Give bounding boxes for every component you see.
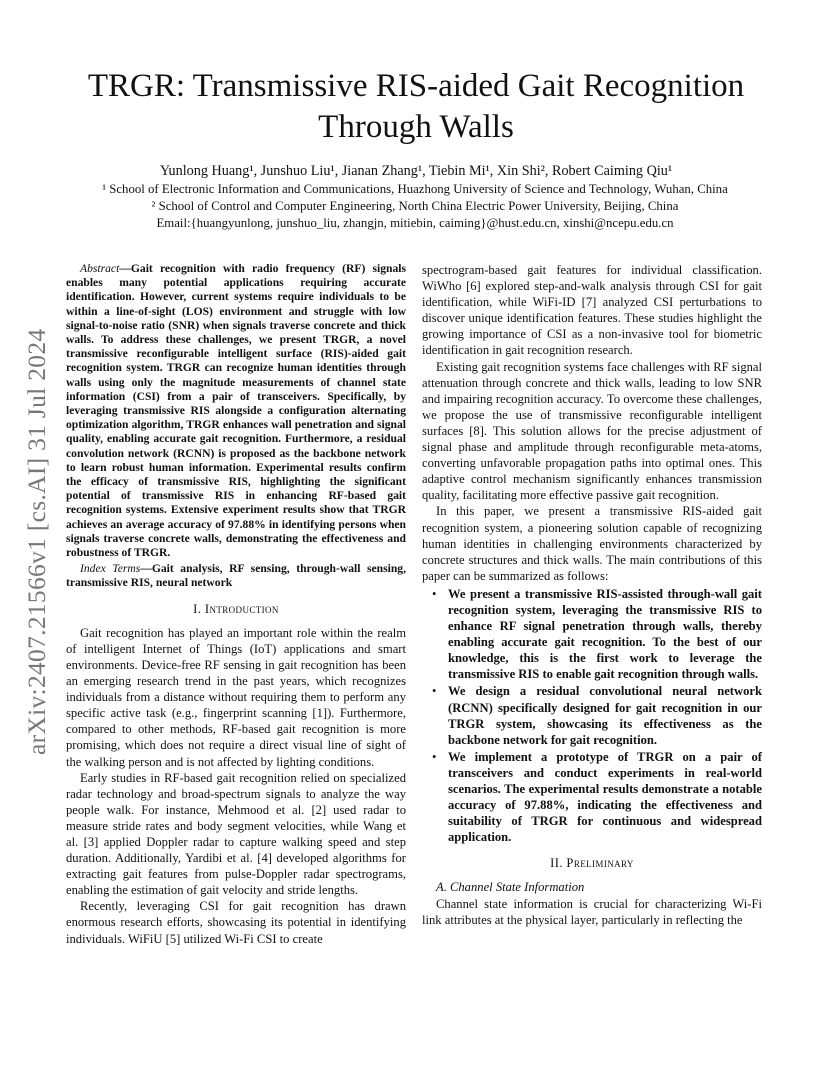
index-terms — [66, 562, 406, 590]
affiliation-1: ¹ School of Electronic Information and Communications, Huazhong University of Science and Technology, Wuhan, China — [102, 182, 728, 196]
abstract-label: Abstract — [80, 262, 120, 275]
intro-paragraph-2: Early studies in RF-based gait recognition relied on specialized radar technology and broad-spectrum signals to analyze the way people walk. For instance, Mehmood et al. [2] used radar to measure stride rates and body segment velocities, while Wang et al. [3] applied Doppler radar to capture walking speed and step duration. Additionally, Yardibi et al. [4] developed algorithms for extracting gait features from pulse-Doppler radar spectrograms, enabling the estimation of gait velocity and stride lengths. — [66, 770, 406, 898]
title-line-1: TRGR: Transmissive RIS-aided Gait Recognition — [87, 68, 745, 104]
paper-title — [66, 66, 766, 148]
right-column — [422, 262, 762, 928]
section-heading-preliminary: II. Preliminary — [550, 856, 634, 871]
section-heading-introduction: I. Introduction — [193, 601, 279, 616]
preliminary-paragraph-1: Channel state information is crucial for characterizing Wi-Fi link attributes at the physical layer, particularly in reflecting the — [422, 896, 762, 927]
email-line: Email:{huangyunlong, junshuo_liu, zhangjn, mitiebin, caiming}@hust.edu.cn, xinshi@ncepu.edu.cn — [156, 216, 674, 230]
author-list: Yunlong Huang¹, Junshuo Liu¹, Jianan Zhang¹, Tiebin Mi¹, Xin Shi², Robert Caiming Qiu¹ — [159, 163, 673, 179]
intro-paragraph-3: Recently, leveraging CSI for gait recognition has drawn enormous research efforts, showcasing its potential in identifying individuals. WiFiU [5] utilized Wi-Fi CSI to create — [66, 899, 406, 946]
contribution-item: • We design a residual convolutional neural network (RCNN) specifically designed for gait recognition in our TRGR system, showcasing its effectiveness as the backbone network for gait recognition. — [448, 683, 762, 747]
subsection-heading-csi: A. Channel State Information — [436, 880, 585, 895]
index-terms-label: Index Terms — [80, 562, 141, 576]
arxiv-sidebar-id: arXiv:2407.21566v1 [cs.AI] 31 Jul 2024 — [22, 328, 51, 755]
abstract — [66, 262, 406, 560]
right-paragraph-3: In this paper, we present a transmissive RIS-aided gait recognition system, a pioneering solution capable of recognizing human identities in challenging environments characterized by concrete structures and thick walls. The main contributions of this paper can be summarized as follows: — [422, 504, 762, 583]
contribution-item: • We implement a prototype of TRGR on a pair of transceivers and conduct experiments in real-world scenarios. The experimental results demonstrate a notable accuracy of 97.88%, indicating the effectiveness and suitability of TRGR for continuous and widespread application. — [448, 749, 762, 846]
right-paragraph-1: spectrogram-based gait features for individual classification. WiWho [6] explored step-and-walk analysis through CSI for gait identification, while WiFi-ID [7] analyzed CSI perturbations to discover unique identification features. These studies highlight the growing importance of CSI as a non-invasive tool for biometric identification in gait recognition research. — [422, 263, 762, 358]
contribution-item: • We present a transmissive RIS-assisted through-wall gait recognition system, leveraging the transmissive RIS to enhance RF signal penetration through walls, thereby enabling accurate gait recognition. To the best of our knowledge, this is the first work to leverage the transmissive RIS to enable gait recognition through walls. — [448, 586, 762, 683]
intro-paragraph-1: Gait recognition has played an important role within the realm of intelligent Internet of Things (IoT) applications and smart environments. Device-free RF sensing in gait recognition has been an emerging research trend in the past years, which recognizes individuals from a distance without requiring them to perform any specific active task (e.g., fingerprint scanning [1]). Furthermore, compared to other methods, RF-based gait recognition is more promising, which does not require a direct visual line of sight of the walking person and is not affected by lighting conditions. — [66, 625, 406, 769]
affiliation-2: ² School of Control and Computer Engineering, North China Electric Power University, Beijing, China — [151, 199, 679, 213]
title-line-2: Through Walls — [318, 109, 514, 145]
right-paragraph-2: Existing gait recognition systems face challenges with RF signal attenuation through concrete and thick walls, leading to low SNR and impairing recognition accuracy. To overcome these challenges, we propose the use of transmissive reconfigurable intelligent surfaces [8]. This solution allows for the precise adjustment of signal phase and amplitude through reconfigurable meta-atoms, converting unfavorable propagation paths into optimal ones. This adaptive control mechanism significantly enhances transmission quality, facilitating more effective passive gait recognition. — [422, 359, 762, 503]
index-terms-text: —Gait analysis, RF sensing, through-wall sensing, transmissive RIS, neural network — [66, 562, 406, 590]
abstract-text: —Gait recognition with radio frequency (RF) signals enables many potential applications requiring accurate identification. However, current systems require individuals to be within a line-of-sight (LOS) environment and struggle with low signal-to-noise ratio (SNR) when signals traverse concrete and thick walls. To address these challenges, we present TRGR, a novel transmissive reconfigurable intelligent surface (RIS)-aided gait recognition system. TRGR can recognize human identities through walls using only the magnitude measurements of channel state information (CSI) from a pair of transceivers. Specifically, by leveraging transmissive RIS alongside a configuration alternating optimization algorithm, TRGR enhances wall penetration and signal quality, enabling accurate gait recognition. Furthermore, a residual convolution network (RCNN) is proposed as the backbone network to learn robust human information. Experimental results confirm the efficacy of transmissive RIS, highlighting the significant potential of transmissive RIS in enhancing RF-based gait recognition systems. Extensive experiment results show that TRGR achieves an average accuracy of 97.88% in identifying persons when signals traverse concrete walls, demonstrating the effectiveness and robustness of TRGR. — [66, 262, 406, 560]
left-column — [66, 262, 406, 947]
contribution-list — [422, 586, 762, 846]
